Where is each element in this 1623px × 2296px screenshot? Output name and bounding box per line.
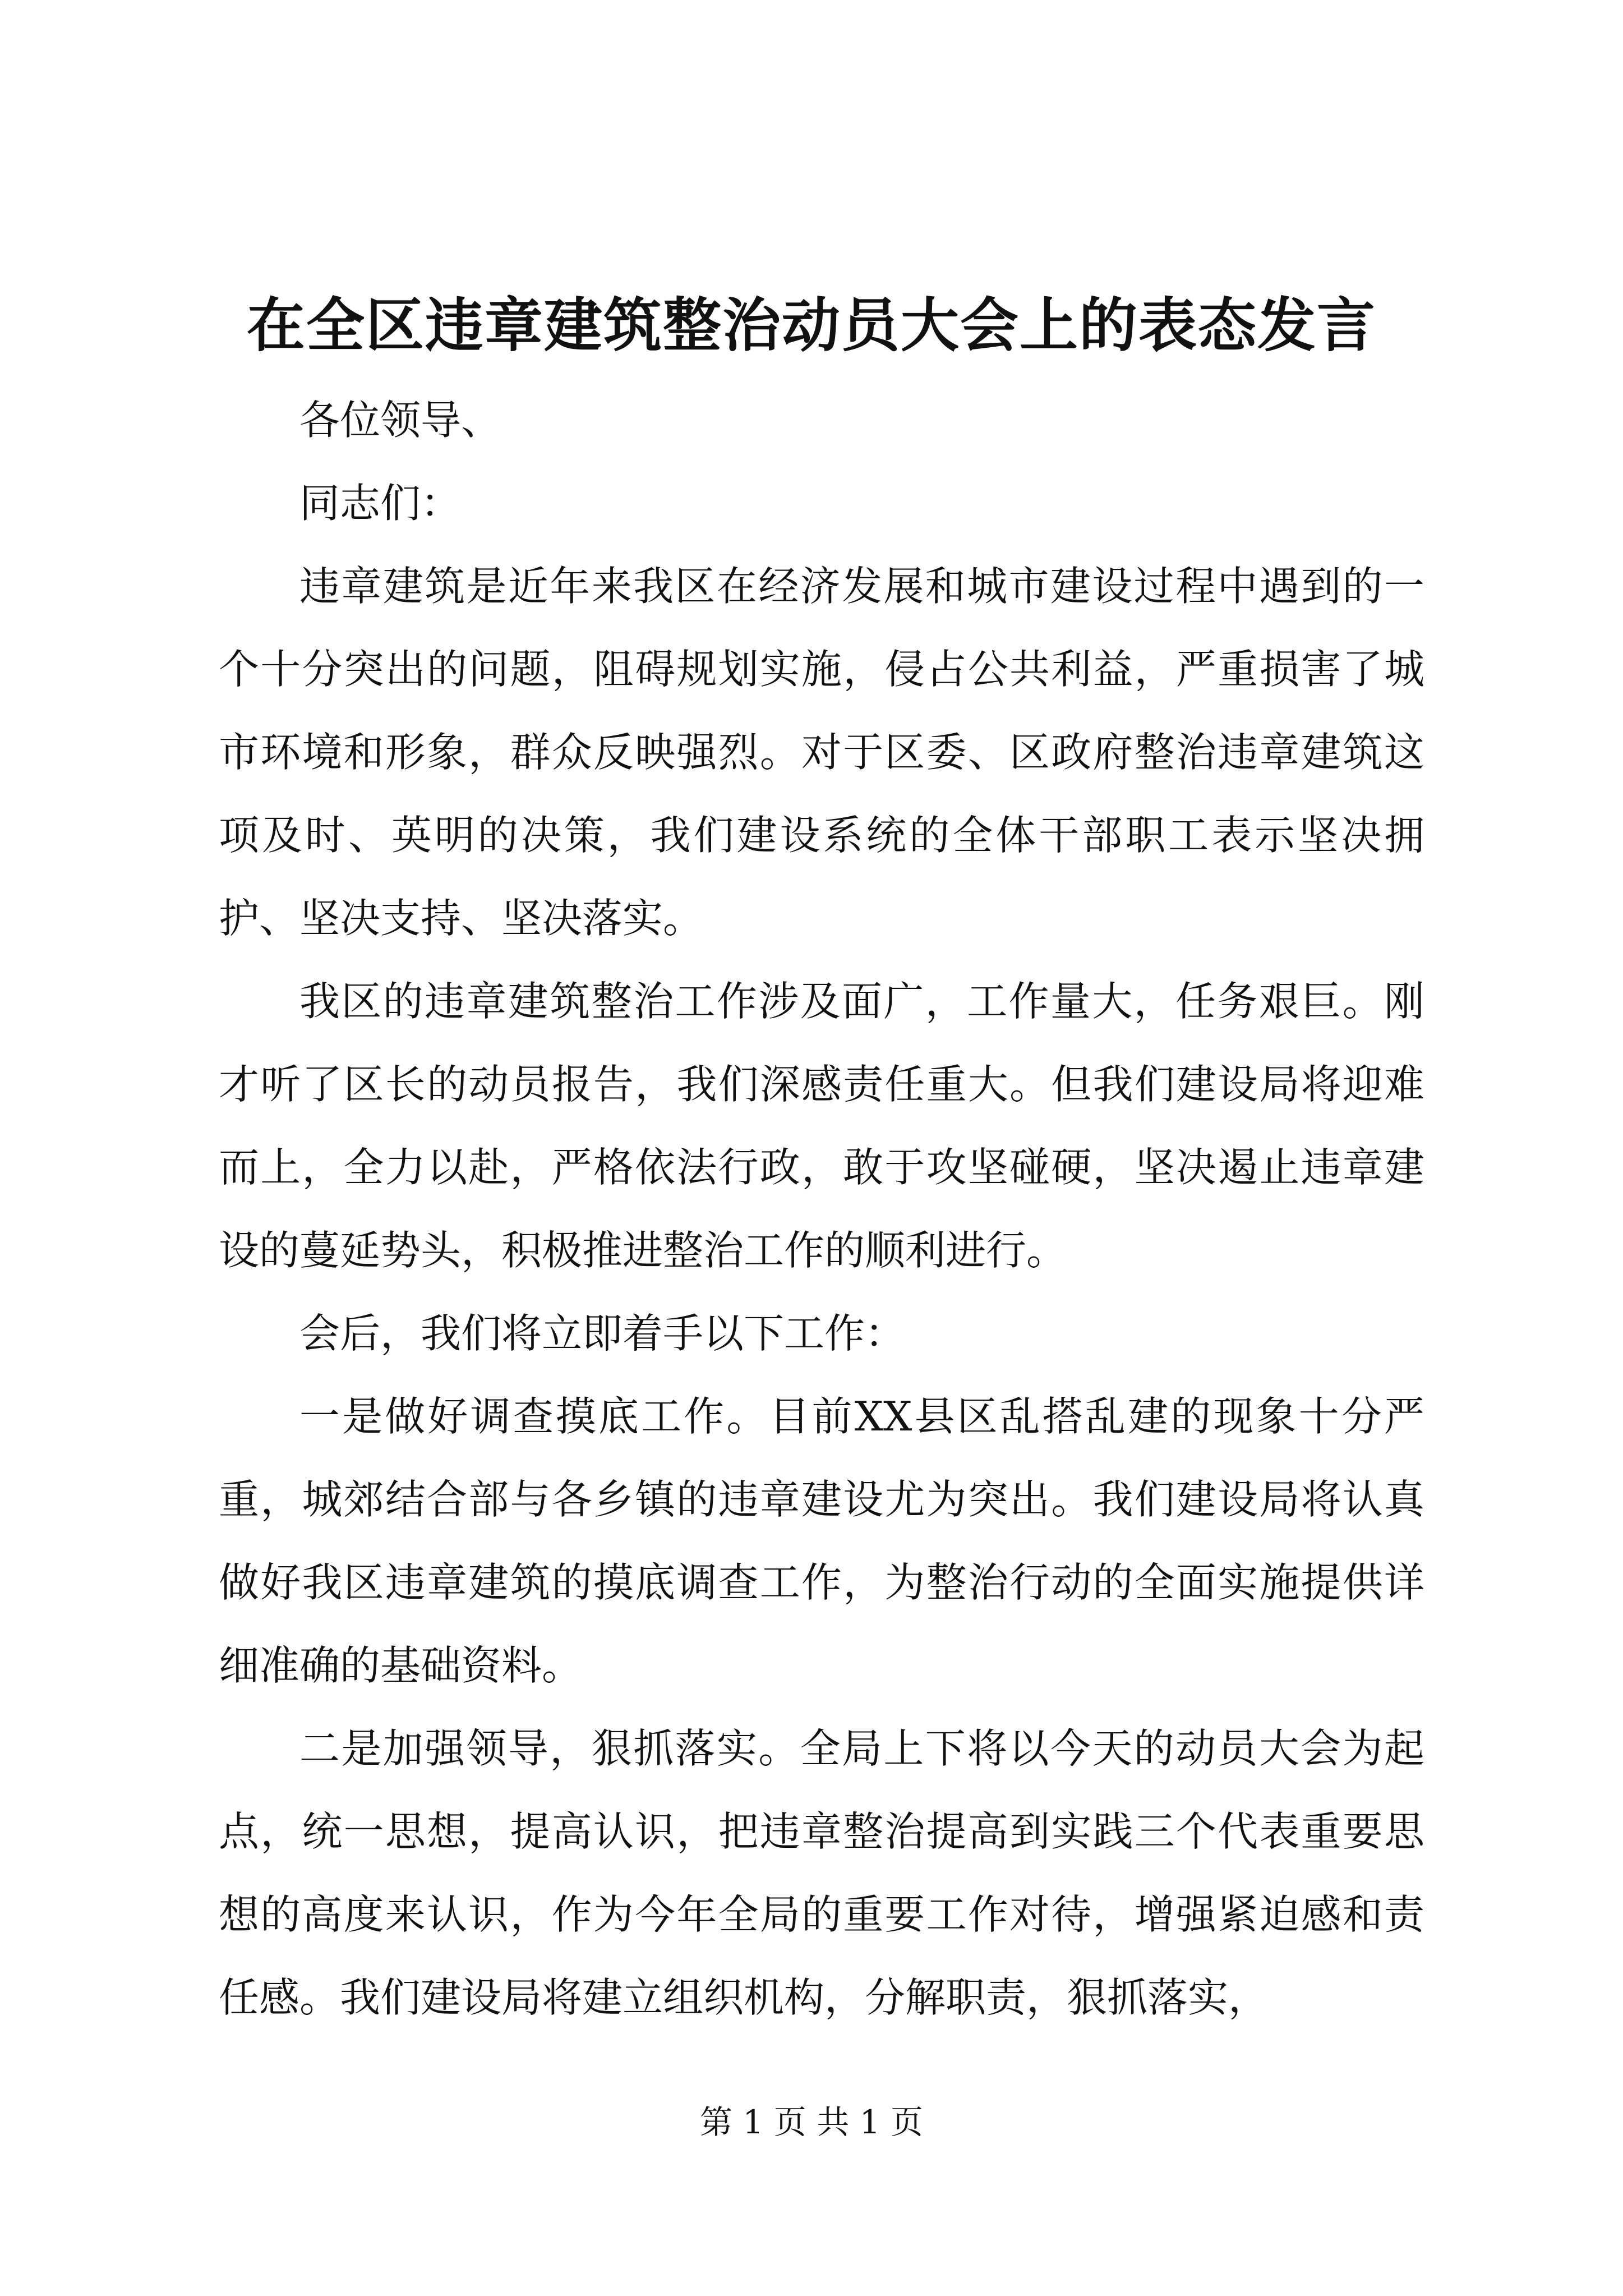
document-body [219,379,1424,2039]
body-paragraph: 一是做好调查摸底工作。目前XX县区乱搭乱建的现象十分严重，城郊结合部与各乡镇的违章建设尤为突出。我们建设局将认真做好我区违章建筑的摸底调查工作，为整治行动的全面实施提供详细准确的基础资料。 [219,1393,1424,1689]
salutation-comrades: 同志们： [299,480,462,527]
body-paragraph: 会后，我们将立即着手以下工作： [299,1310,906,1357]
body-paragraph: 我区的违章建筑整治工作涉及面广，工作量大，任务艰巨。刚才听了区长的动员报告，我们深感责任重大。但我们建设局将迎难而上，全力以赴，严格依法行政，敢于攻坚碰硬，坚决遏止违章建设的蔓延势头，积极推进整治工作的顺利进行。 [219,978,1424,1274]
body-paragraph: 二是加强领导，狠抓落实。全局上下将以今天的动员大会为起点，统一思想，提高认识，把违章整治提高到实践三个代表重要思想的高度来认识，作为今年全局的重要工作对待，增强紧迫感和责任感。我们建设局将建立组织机构，分解职责，狠抓落实， [219,1725,1424,2021]
page-footer: 第 1 页 共 1 页 [700,2103,923,2141]
document-title: 在全区违章建筑整治动员大会上的表态发言 [246,291,1376,360]
salutation-leaders: 各位领导、 [299,397,502,444]
body-paragraph: 违章建筑是近年来我区在经济发展和城市建设过程中遇到的一个十分突出的问题，阻碍规划实施，侵占公共利益，严重损害了城市环境和形象，群众反映强烈。对于区委、区政府整治违章建筑这项及时、英明的决策，我们建设系统的全体干部职工表示坚决拥护、坚决支持、坚决落实。 [219,563,1424,942]
